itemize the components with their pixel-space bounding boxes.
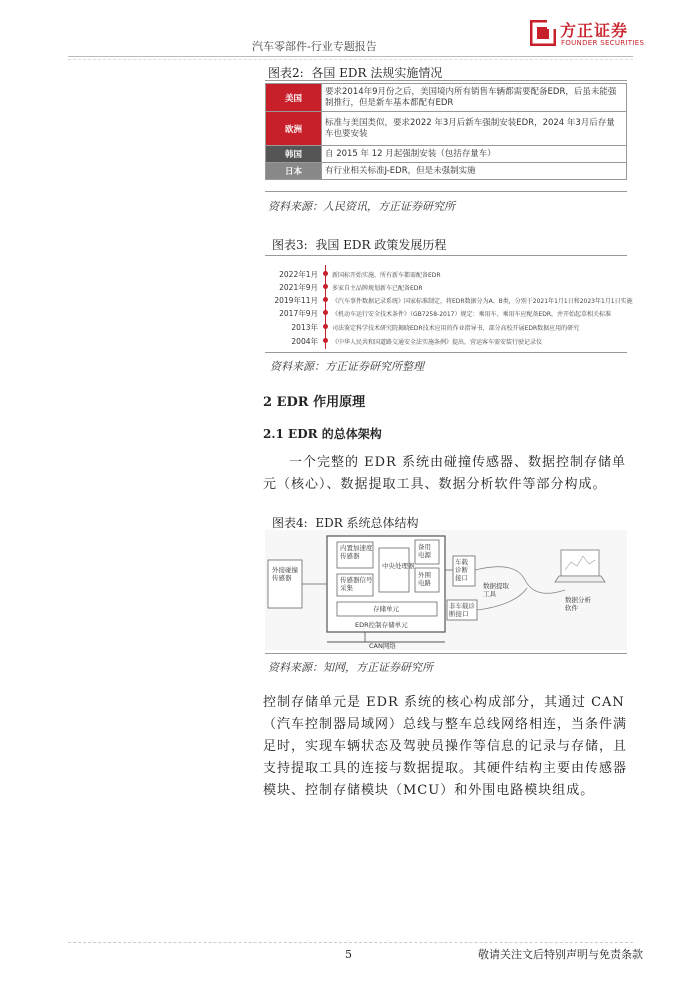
- fig3-title: 我国 EDR 政策发展历程: [315, 238, 447, 252]
- external-sensor-label: 外接碰撞传感器: [272, 566, 298, 582]
- timeline-year: 2004年: [291, 337, 318, 346]
- country-cell: 韩国: [266, 146, 322, 163]
- fig4-label: 图表4:: [272, 516, 308, 530]
- section-heading: 2 EDR 作用原理: [263, 395, 366, 410]
- peripheral-label: 外围电路: [418, 571, 431, 587]
- fig3-rule: [265, 255, 627, 256]
- fig3-caption: [272, 236, 446, 253]
- timeline-text: 多家自主品牌规划新车已配备EDR: [332, 285, 423, 292]
- timeline-year: 2017年9月: [279, 309, 318, 318]
- fig4-bottom-rule: [265, 653, 627, 654]
- timeline-text: 《汽车事件数据记录系统》国家标准制定，将EDR数据分为A、B类，分别于2021年1月1日和2023年1月1日实施: [332, 298, 633, 305]
- timeline-axis: [325, 265, 326, 349]
- timeline-dot: [323, 284, 328, 289]
- timeline-text: 新国标开始实施，所有新车都需配备EDR: [332, 272, 441, 279]
- fig3-label: 图表3:: [272, 238, 308, 252]
- table-row: [266, 146, 627, 163]
- extract-tool-label: 数据提取工具: [483, 582, 509, 598]
- desc-cell: 有行业相关标准J-EDR，但是未强制实施: [322, 163, 627, 180]
- cpu-box: [379, 548, 409, 592]
- fig2-source: 资料来源：人民资讯，方正证券研究所: [268, 200, 455, 213]
- logo-subtext: FOUNDER SECURITIES: [561, 39, 645, 47]
- paragraph: 控制存储单元是 EDR 系统的核心构成部分，其通过 CAN（汽车控制器局域网）总线与整车总线网络相连，当条件满足时，实现车辆状态及驾驶员操作等信息的记录与存储，且支持提取工具的连接与数据提取。其硬件结构主要由传感器模块、控制存储模块（MCU）和外围电路模块组成。: [263, 695, 628, 798]
- country-cell: 日本: [266, 163, 322, 180]
- timeline-dot: [323, 297, 328, 302]
- fig4-title: EDR 系统总体结构: [315, 516, 419, 530]
- diag-port-label: 车载诊断接口: [455, 558, 468, 582]
- storage-label: 存储单元: [373, 605, 399, 613]
- timeline-dot: [323, 271, 328, 276]
- timeline-dot: [323, 310, 328, 315]
- fig2-caption: [268, 64, 442, 81]
- cpu-label: 中央处理器: [382, 562, 415, 570]
- edr-structure-diagram: [265, 530, 627, 650]
- timeline-dot: [323, 338, 328, 343]
- header-title: 汽车零部件-行业专题报告: [252, 40, 377, 53]
- regulation-table: [265, 83, 627, 180]
- timeline-year: 2022年1月: [279, 270, 318, 279]
- subsection-heading: 2.1 EDR 的总体架构: [263, 427, 382, 441]
- header-divider: [68, 56, 633, 57]
- fig2-bottom-rule: [265, 191, 627, 192]
- fig3-source: 资料来源：方正证券研究所整理: [270, 360, 424, 373]
- desc-cell: 自 2015 年 12 月起强制安装（包括存量车）: [322, 146, 627, 163]
- fig2-title: 各国 EDR 法规实施情况: [311, 66, 443, 80]
- table-row: [266, 112, 627, 146]
- timeline-dot: [323, 324, 328, 329]
- can-label: CAN网络: [369, 642, 396, 650]
- control-unit-label: EDR控制存储单元: [355, 621, 408, 629]
- timeline-text: 司法鉴定科学技术研究院揭晓EDR技术应用的作业指导书，部分高校开展EDR数据应用的研究: [332, 325, 580, 332]
- footer-divider: [68, 942, 633, 943]
- header-divider-dashed: [68, 59, 633, 60]
- accel-label: 内置加速度传感器: [340, 544, 373, 560]
- table-row: [266, 84, 627, 112]
- timeline-text: 《机动车运行安全技术条件》（GB7258-2017）规定：乘用车、乘用车应配备EDR，并开始起草相关标准: [332, 311, 612, 318]
- desc-cell: 标准与美国类似，要求2022 年3月后新车强制安装EDR，2024 年3月后存量车也要安装: [322, 112, 627, 146]
- timeline-year: 2021年9月: [279, 283, 318, 292]
- logo-text: 方正证券: [560, 21, 629, 40]
- timeline-text: 《中华人民共和国道路交通安全法实施条例》提出，营运客车需安装行驶记录仪: [332, 339, 543, 346]
- logo-icon: [530, 20, 556, 46]
- disclaimer-note: 敬请关注文后特别声明与免责条款: [478, 948, 643, 961]
- table-row: [266, 163, 627, 180]
- fig2-rule: [265, 80, 627, 81]
- desc-cell: 要求2014年9月份之后，美国境内所有销售车辆都需要配备EDR，后虽未能强制推行，但是新车基本都配有EDR: [322, 84, 627, 112]
- page-number: 5: [345, 948, 352, 961]
- fig2-label: 图表2:: [268, 66, 304, 80]
- country-cell: 欧洲: [266, 112, 322, 146]
- fig4-source: 资料来源：知网，方正证券研究所: [268, 661, 433, 674]
- analysis-sw-label: 数据分析软件: [565, 596, 591, 612]
- power-label: 备用电源: [418, 543, 431, 559]
- country-cell: 美国: [266, 84, 322, 112]
- paragraph: 一个完整的 EDR 系统由碰撞传感器、数据控制存储单元（核心）、数据提取工具、数据分析软件等部分构成。: [263, 455, 626, 492]
- timeline-year: 2019年11月: [274, 296, 318, 305]
- noncar-port-label: 非车载诊断接口: [449, 602, 475, 618]
- signal-label: 传感器信号采集: [340, 576, 373, 592]
- timeline-year: 2013年: [291, 323, 318, 332]
- laptop-icon: [555, 550, 605, 582]
- fig3-bottom-rule: [265, 352, 627, 353]
- fig4-caption: [272, 514, 419, 531]
